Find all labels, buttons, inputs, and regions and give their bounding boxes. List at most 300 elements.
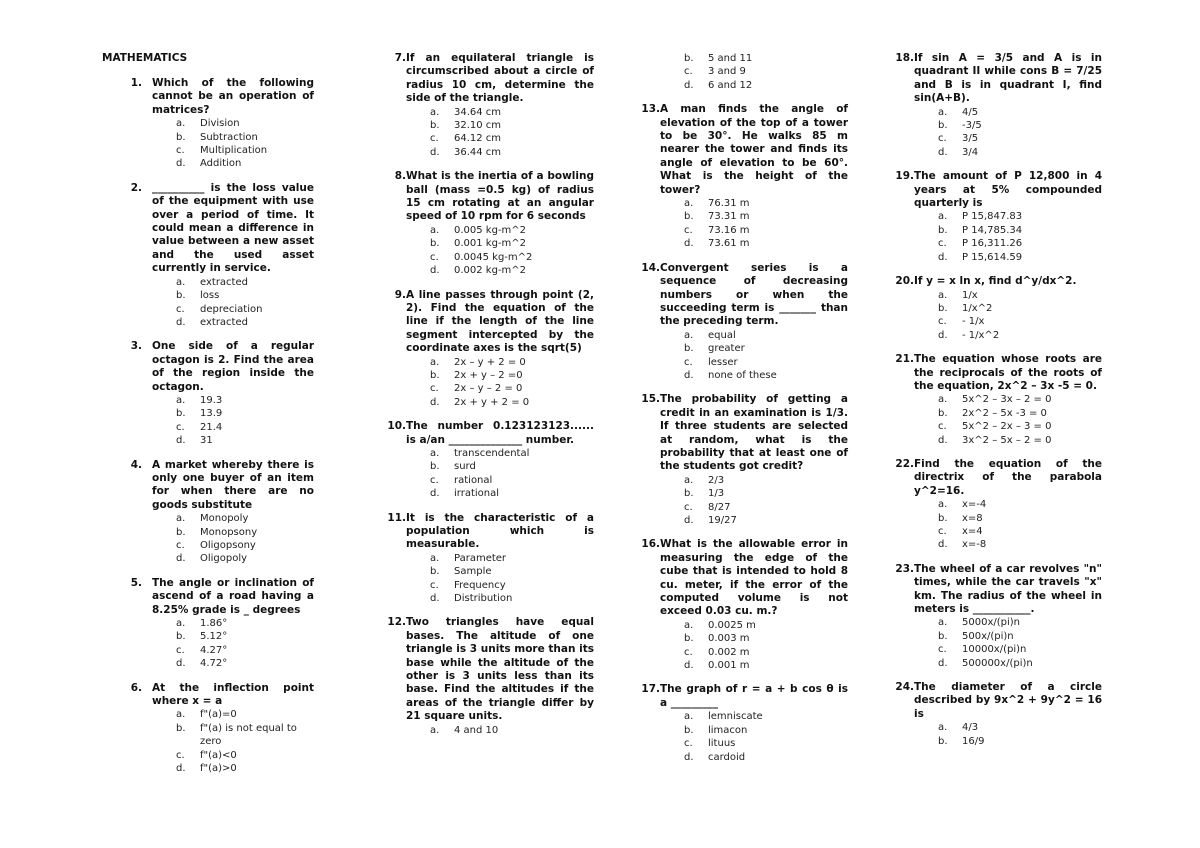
answer-option [152,630,314,643]
answer-option [914,407,1102,420]
option-letter: d. [430,265,440,277]
answer-option [660,52,848,65]
question-stem: A man finds the angle of elevation of the top of a tower to be 30°. He walks 85 m nearer the tower and finds its angle of elevation to be 60°. What is the height of the tower? [660,103,848,196]
option-letter: d. [430,593,440,605]
option-letter: a. [684,198,694,210]
option-list [406,224,594,278]
option-letter: b. [938,512,948,524]
answer-option [152,131,314,144]
option-text: 5x^2 – 2x – 3 = 0 [962,421,1052,433]
question-stem: Convergent series is a sequence of decreasing numbers or when the succeeding term is _______ than the preceding term. [660,261,848,328]
question-number: 18. [895,52,914,64]
option-list [914,393,1102,447]
option-text: 2x + y + 2 = 0 [454,396,530,408]
option-letter: c. [176,145,185,157]
answer-option [406,132,594,145]
option-letter: c. [430,251,439,263]
option-text: surd [454,461,476,473]
option-letter: a. [938,289,948,301]
question-item [890,52,1102,159]
option-letter: a. [684,329,694,341]
option-text: f"(a)=0 [200,709,237,721]
option-text: 2/3 [708,474,725,486]
answer-option [660,197,848,210]
option-letter: a. [938,617,948,629]
option-text: Multiplication [200,145,268,157]
option-letter: a. [430,447,440,459]
option-text: lemniscate [708,711,763,723]
question-number: 16. [641,538,660,551]
option-text: 6 and 12 [708,79,753,91]
option-text: 3/5 [962,133,979,145]
question-number: 19. [895,170,914,183]
question-number: 22. [895,457,914,470]
answer-option [914,302,1102,315]
option-letter: a. [938,394,948,406]
question-number: 17. [641,683,660,696]
option-list [660,197,848,251]
option-letter: d. [938,539,948,551]
answer-option [152,276,314,289]
answer-option [660,356,848,369]
option-text: 5000x/(pi)n [962,617,1021,629]
option-text: 10000x/(pi)n [962,644,1027,656]
answer-option [152,512,314,525]
question-item [382,289,594,410]
answer-option [152,157,314,170]
question-item [636,538,848,672]
option-text: lituus [708,738,736,750]
option-text: 3x^2 – 5x – 2 = 0 [962,434,1052,446]
option-text: P 16,311.26 [962,238,1023,250]
option-text: 5x^2 – 3x – 2 = 0 [962,394,1052,406]
answer-option [660,710,848,723]
option-text: x=-4 [962,499,987,511]
answer-option [152,144,314,157]
answer-option [406,474,594,487]
option-list [660,474,848,528]
answer-option [914,132,1102,145]
question-number: 13. [641,103,660,116]
question-item [636,262,848,383]
answer-option [152,722,314,749]
question-number: 8. [394,170,406,183]
question-item [102,577,314,671]
question-item [636,103,848,250]
page-title: MATHEMATICS [102,52,188,64]
option-letter: b. [684,53,694,64]
answer-option [152,289,314,302]
option-letter: a. [430,356,440,368]
question-item [636,683,848,763]
option-list [152,276,314,330]
option-letter: c. [176,540,185,551]
option-letter: a. [430,552,440,564]
answer-option [660,514,848,527]
option-text: 19/27 [708,515,737,526]
option-text: irrational [454,488,500,500]
option-letter: c. [430,579,439,591]
question-number: 21. [895,353,914,366]
option-text: 3 and 9 [708,66,746,78]
option-text: Distribution [454,593,513,605]
answer-option [152,644,314,657]
answer-option [406,724,594,737]
answer-option [914,643,1102,656]
question-number: 5. [130,576,142,589]
option-letter: a. [684,711,694,723]
answer-option [152,303,314,316]
option-text: Oligopoly [200,553,248,565]
option-list [152,394,314,448]
answer-option [914,434,1102,447]
option-letter: c. [938,644,947,656]
answer-option [406,579,594,592]
option-text: 2x^2 – 5x -3 = 0 [962,407,1047,419]
question-stem: What is the inertia of a bowling ball (mass =0.5 kg) of radius 15 cm rotating at an angular speed of 10 rpm for 6 seconds [406,170,594,223]
question-item [890,563,1102,670]
option-letter: a. [430,724,440,736]
option-letter: c. [938,316,947,328]
question-item [890,170,1102,264]
option-letter: b. [684,724,694,736]
option-text: x=4 [962,526,983,537]
option-letter: d. [176,553,186,565]
option-text: 3/4 [962,146,979,158]
answer-option [660,329,848,342]
answer-option [152,434,314,447]
question-stem: Which of the following cannot be an operation of matrices? [152,77,314,116]
answer-option [406,224,594,237]
question-item [382,512,594,606]
question-item [102,459,314,566]
answer-option [406,251,594,264]
question-stem: What is the allowable error in measuring the edge of the cube that is intended to hold 8 cu. meter, if the error of the computed volume is not exceed 0.03 cu. m.? [660,538,848,618]
answer-option [406,447,594,460]
option-letter: c. [176,421,185,433]
option-letter: b. [430,120,440,132]
option-letter: c. [684,224,693,236]
option-letter: a. [176,513,186,525]
option-text: equal [708,329,736,341]
option-letter: d. [684,515,694,526]
option-list [914,210,1102,264]
question-item [636,393,848,527]
answer-option [660,65,848,78]
option-text: 0.0025 m [708,619,756,631]
answer-option [914,525,1102,538]
option-letter: c. [684,356,693,368]
question-number: 15. [641,393,660,406]
option-text: 4/3 [962,722,979,734]
question-number: 10. [387,420,406,433]
answer-option [914,237,1102,250]
question-number: 14. [641,261,660,274]
answer-option [152,749,314,762]
answer-option [406,356,594,369]
option-list [406,724,594,737]
option-letter: c. [176,303,185,315]
answer-option [406,565,594,578]
option-list [660,619,848,673]
answer-option [914,393,1102,406]
option-text: 500000x/(pi)n [962,657,1033,669]
question-stem: If an equilateral triangle is circumscribed about a circle of radius 10 cm, determine the side of the triangle. [406,52,594,105]
option-letter: b. [938,302,948,314]
option-text: 0.002 kg-m^2 [454,265,527,277]
option-letter: a. [684,619,694,631]
option-letter: a. [684,474,694,486]
question-stem: The diameter of a circle described by 9x^2 + 9y^2 = 16 is [914,681,1102,720]
question-item [102,682,314,776]
option-text: 34.64 cm [454,106,502,118]
option-text: Addition [200,158,242,170]
option-letter: d. [176,763,186,775]
option-text: 21.4 [200,421,223,433]
question-item [382,420,594,500]
option-text: 19.3 [200,394,223,406]
option-letter: b. [176,722,186,734]
option-letter: d. [430,146,440,158]
option-letter: d. [176,435,186,447]
option-text: 4/5 [962,106,979,118]
option-letter: b. [938,407,948,419]
option-text: 0.0045 kg-m^2 [454,251,533,263]
option-text: 8/27 [708,501,731,513]
option-text: 32.10 cm [454,120,502,132]
question-stem: The angle or inclination of ascend of a road having a 8.25% grade is _ degrees [152,576,314,616]
option-letter: a. [176,394,186,406]
question-stem: Two triangles have equal bases. The altitude of one triangle is 3 units more than its base while the altitude of the other is 3 units less than its base. Find the altitudes if the areas of the triangle differ by 21 square units. [406,616,594,723]
option-letter: d. [684,79,694,91]
option-text: 2x – y + 2 = 0 [454,356,526,368]
question-item [382,52,594,159]
option-text: 500x/(pi)n [962,630,1014,642]
question-number: 23. [895,562,914,575]
option-list [660,329,848,383]
option-letter: d. [684,369,694,381]
option-letter: d. [430,396,440,408]
option-list [914,616,1102,670]
question-stem: If y = x ln x, find d^y/dx^2. [914,275,1077,288]
option-text: - 1/x^2 [962,329,1000,341]
question-item [890,681,1102,748]
answer-option [152,708,314,721]
option-text: 0.005 kg-m^2 [454,224,527,236]
question-stem: The number 0.123123123...... is a/an ______________ number. [406,420,594,446]
answer-option [660,79,848,92]
option-text: greater [708,343,745,355]
option-text: 1/x^2 [962,302,993,314]
answer-option [914,630,1102,643]
option-letter: a. [176,709,186,721]
option-letter: a. [938,722,948,734]
question-number: 4. [130,458,142,471]
option-list [406,552,594,606]
answer-option [406,237,594,250]
question-item [890,275,1102,342]
answer-option [660,501,848,514]
column-3 [636,52,848,775]
answer-option [660,474,848,487]
answer-option [660,632,848,645]
column-1 [102,52,314,787]
option-letter: b. [430,238,440,250]
option-letter: b. [684,488,694,500]
option-letter: c. [684,501,693,513]
answer-option [914,106,1102,119]
answer-option [406,460,594,473]
option-letter: c. [938,526,947,537]
option-letter: c. [176,749,185,761]
option-text: 64.12 cm [454,133,502,145]
option-letter: b. [938,630,948,642]
answer-option [152,316,314,329]
option-text: 4.27° [200,644,228,656]
option-letter: b. [176,526,186,538]
option-text: transcendental [454,447,530,459]
option-text: 5.12° [200,631,228,643]
option-text: x=-8 [962,539,987,551]
answer-option [660,751,848,764]
answer-option [406,369,594,382]
option-letter: a. [176,276,186,288]
answer-option [152,421,314,434]
question-stem: A line passes through point (2, 2). Find the equation of the line if the length of the line segment intercepted by the coordinate axes is the sqrt(5) [406,288,594,355]
option-text: 16/9 [962,735,985,747]
answer-option [406,106,594,119]
option-letter: c. [938,238,947,250]
option-text: -3/5 [962,120,982,132]
option-text: 73.31 m [708,211,750,223]
answer-option [406,382,594,395]
question-list [890,52,1102,748]
option-text: none of these [708,369,777,381]
option-text: 2x + y – 2 =0 [454,369,523,381]
answer-option [914,224,1102,237]
answer-option [660,724,848,737]
option-text: rational [454,474,493,486]
option-text: 76.31 m [708,198,750,210]
option-list [152,617,314,671]
option-text: 13.9 [200,408,223,420]
option-text: 0.002 m [708,646,750,658]
question-stem: The equation whose roots are the reciprocals of the roots of the equation, 2x^2 – 3x -5 = 0. [914,353,1102,392]
answer-option [660,224,848,237]
answer-option [152,394,314,407]
question-stem: __________ is the loss value of the equipment with use over a period of time. It could mean a difference in value between a new asset and the used asset currently in service. [152,181,314,275]
option-letter: b. [430,369,440,381]
answer-option [660,210,848,223]
option-letter: d. [938,657,948,669]
option-text: Monopoly [200,513,249,525]
option-text: x=8 [962,512,983,524]
option-text: P 15,614.59 [962,251,1023,263]
option-list [914,106,1102,160]
option-list [406,106,594,160]
option-text: 1/3 [708,488,725,500]
option-letter: c. [684,66,693,78]
answer-option [152,407,314,420]
option-text: loss [200,290,220,302]
option-text: f"(a)>0 [200,763,237,775]
question-number: 2. [130,181,142,194]
option-text: 1/x [962,289,978,301]
answer-option [152,552,314,565]
answer-option [914,512,1102,525]
answer-option [914,498,1102,511]
option-letter: c. [176,644,185,656]
option-letter: a. [430,224,440,236]
option-text: P 15,847.83 [962,211,1023,223]
option-letter: d. [684,660,694,672]
answer-option [914,210,1102,223]
option-text: Sample [454,566,492,578]
option-letter: d. [430,488,440,500]
option-text: extracted [200,276,248,288]
option-text: depreciation [200,303,263,315]
answer-option [406,264,594,277]
option-text: limacon [708,724,748,736]
question-stem: The wheel of a car revolves "n" times, while the car travels "x" km. The radius of the wheel in meters is ___________. [914,562,1102,616]
option-letter: b. [684,633,694,645]
column-2 [382,52,594,748]
question-stem: Find the equation of the directrix of the parabola y^2=16. [914,457,1102,497]
option-text: 1.86° [200,618,228,630]
option-letter: c. [684,646,693,658]
option-text: 4 and 10 [454,724,499,736]
answer-option [914,721,1102,734]
option-letter: d. [176,316,186,328]
option-list [406,447,594,501]
answer-option [914,657,1102,670]
option-list [152,117,314,171]
question-stem: One side of a regular octagon is 2. Find the area of the region inside the octagon. [152,340,314,393]
option-text: Division [200,118,240,130]
option-text: f"(a)<0 [200,749,237,761]
answer-option [914,735,1102,748]
option-text: P 14,785.34 [962,224,1023,236]
question-stem: The probability of getting a credit in an examination is 1/3. If three students are selected at random, what is the probability that at least one of the students got credit? [660,393,848,473]
option-text: 0.001 m [708,660,750,672]
question-number: 7. [394,52,406,64]
option-letter: c. [430,383,439,395]
option-letter: b. [176,131,186,143]
option-text: 31 [200,435,213,447]
question-stem: If sin A = 3/5 and A is in quadrant II while cons B = 7/25 and B is in quadrant I, find sin(A+B). [914,52,1102,105]
question-stem: At the inflection point where x = a [152,681,314,708]
option-letter: d. [938,251,948,263]
question-number: 11. [387,511,406,524]
answer-option [660,737,848,750]
option-letter: c. [938,421,947,433]
option-list [152,708,314,775]
option-text: extracted [200,316,248,328]
option-text: Parameter [454,552,507,564]
option-letter: b. [430,566,440,578]
answer-option [914,119,1102,132]
question-list [382,52,594,737]
option-text: f"(a) is not equal to zero [200,722,297,748]
question-item [102,77,314,171]
option-list [660,710,848,764]
option-text: - 1/x [962,316,985,328]
option-text: 36.44 cm [454,146,502,158]
option-text: 5 and 11 [708,53,753,64]
option-list [914,498,1102,552]
answer-option [660,646,848,659]
answer-option [406,396,594,409]
